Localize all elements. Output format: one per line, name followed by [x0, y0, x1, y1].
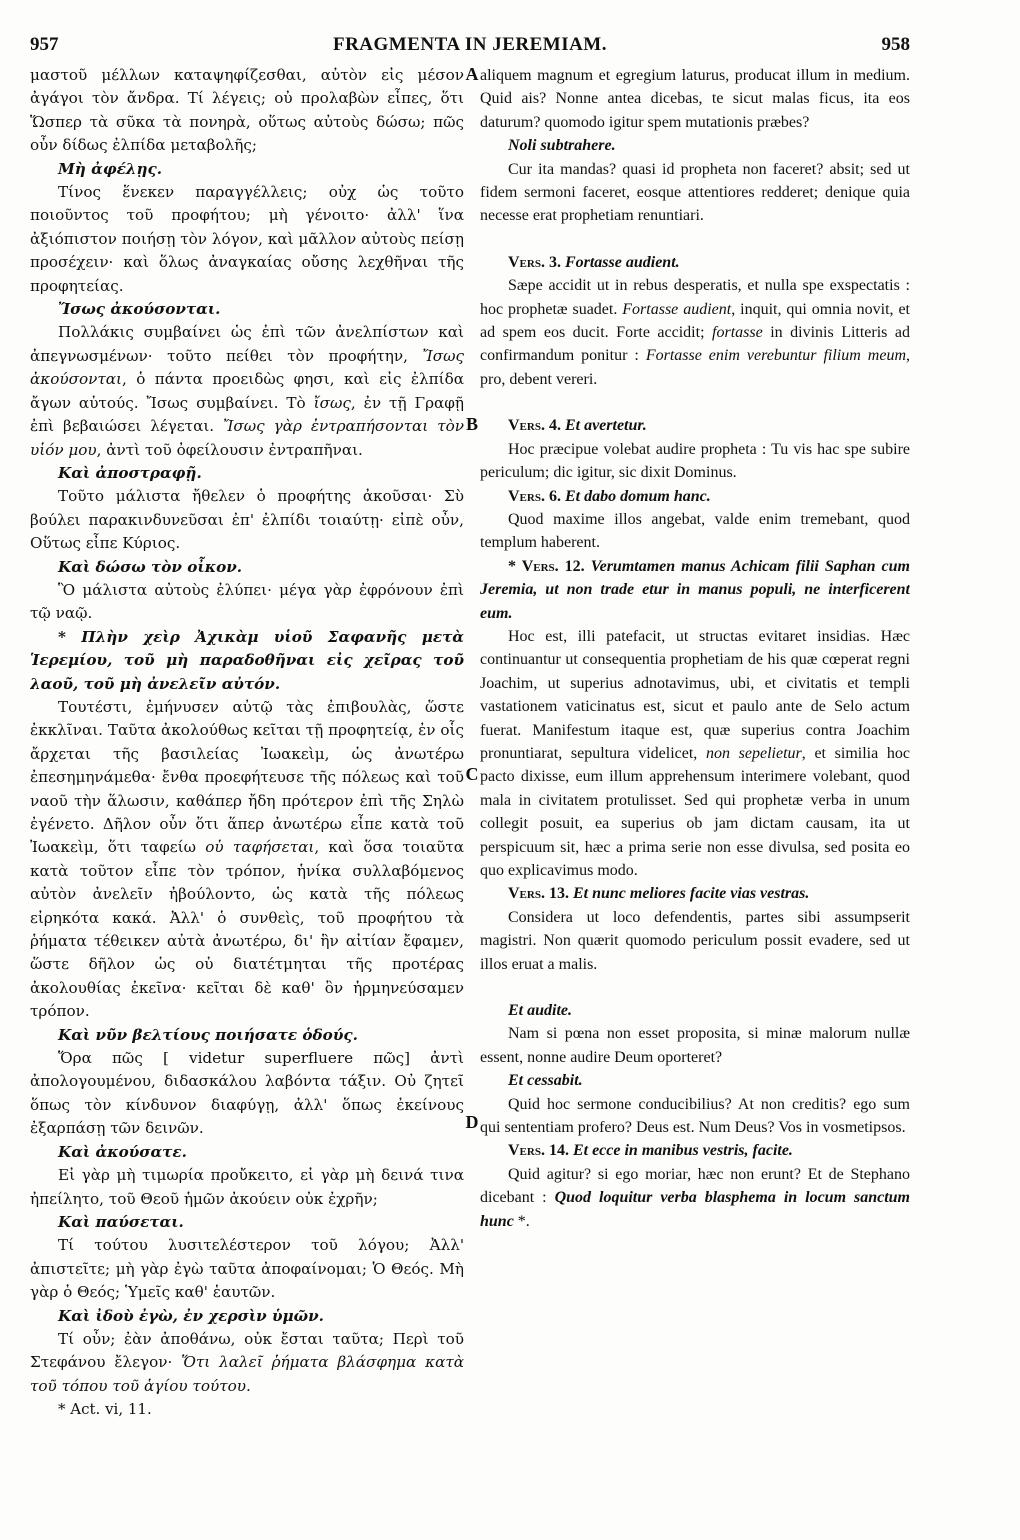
greek-paragraph: Εἰ γὰρ μὴ τιμωρία προὔκειτο, εἰ γὰρ μὴ δεινά τινα ἠπείλητο, τοῦ Θεοῦ ἡμῶν ἀκούειν οὐκ ἐχρῆν; — [30, 1166, 464, 1208]
greek-paragraph — [30, 321, 464, 461]
latin-text: Sæpe accidit ut in rebus desperatis, et nulla spe exspectatis : hoc prophetæ suadet. — [480, 277, 910, 318]
latin-text: *. — [513, 1212, 530, 1230]
greek-lemma: Ἴσως ἀκούσονται. — [58, 300, 221, 319]
verse-label: Vers. 3. — [508, 253, 561, 271]
greek-italic: Ἴσως ἀκούσονται — [30, 346, 464, 389]
latin-paragraph: Quid hoc sermone conducibilius? At non creditis? ego sum qui sententiam profero? Deus est. Num Deus? Vos in vosmetipsos. — [480, 1095, 910, 1137]
verse-text: Et nunc meliores facite vias vestras. — [572, 885, 810, 903]
verse-heading — [480, 485, 910, 508]
greek-lemma: Καὶ ἀκούσατε. — [58, 1142, 187, 1161]
latin-text: Hoc est, illi patefacit, ut structas evitaret insidias. Hæc continuantur ut consequentia prophetiam de his quæ cœperat regni Joachim, ut superius adnotavimus, ubi, et civitatis et templi vastationem vaticinatus est, sicut et paulo ante de Selo actum fuerat. Manifestum itaque est, quæ superius contra Joachim pronuntiarat, sepultura videlicet, — [480, 627, 910, 762]
greek-column — [30, 64, 464, 1524]
latin-italic: Fortasse enim verebuntur filium meum — [645, 347, 906, 365]
greek-lemma: Καὶ ἰδοὺ ἐγὼ, ἐν χερσὶν ὑμῶν. — [58, 1306, 324, 1325]
verse-text: Et ecce in manibus vestris, facite. — [572, 1142, 793, 1160]
greek-italic: ἴσως — [313, 393, 351, 412]
verse-label: Vers. 6. — [508, 487, 561, 505]
latin-lemma: Et audite. — [508, 1002, 573, 1020]
greek-lemma: Μὴ ἀφέλῃς. — [58, 159, 163, 178]
running-title: FRAGMENTA IN JEREMIAM. — [332, 34, 607, 55]
verse-heading — [480, 251, 910, 274]
greek-text: Πολλάκις συμβαίνει ὡς ἐπὶ τῶν ἀνελπίστων καὶ ἀπεγνωσμένων· τοῦτο πείθει τὸν προφήτην, — [30, 323, 464, 365]
greek-paragraph: Ὅρα πῶς [ videtur superfluere πῶς] ἀντὶ ἀπολογουμένου, διδασκάλου λαβόντα τάξιν. Οὐ ζητεῖ ὅπως τὸν κίνδυνον διαφύγῃ, ἀλλ' ὅπως ἐκείνους ἐξαρπάσῃ τῶν δεινῶν. — [30, 1049, 464, 1138]
verse-label: Vers. 13. — [508, 885, 569, 903]
margin-letter-c: C — [465, 764, 479, 784]
verse-label: Vers. 4. — [508, 417, 561, 435]
greek-text: , ἀντὶ τοῦ ὀφείλουσιν ἐντραπῆναι. — [96, 440, 363, 459]
latin-italic: Quod loquitur verba blasphema in locum sanctum hunc — [480, 1189, 910, 1230]
latin-paragraph: Quod maxime illos angebat, valde enim tremebant, quod templum haberent. — [480, 510, 910, 552]
greek-text: , ὁ πάντα προειδὼς φησι, καὶ εἰς ἐλπίδα ἄγων αὐτούς. Ἴσως συμβαίνει. Τὸ — [30, 370, 464, 412]
page-number-right: 958 — [881, 34, 910, 55]
latin-italic: non sepelietur — [705, 744, 802, 762]
spacer — [480, 228, 910, 251]
margin-letter-b: B — [465, 414, 478, 434]
greek-lemma: Καὶ νῦν βελτίους ποιήσατε ὁδούς. — [58, 1025, 358, 1044]
verse-heading — [480, 555, 910, 625]
greek-italic: οὐ ταφήσεται — [205, 838, 315, 857]
latin-paragraph: Cur ita mandas? quasi id propheta non faceret? absit; sed ut fidem sermoni faceret, eosque attentiores redderet; denique quia necesse erat prophetiam renuntiari. — [480, 160, 910, 225]
verse-text: Et dabo domum hanc. — [564, 487, 711, 505]
verse-text: Et avertetur. — [564, 417, 647, 435]
verse-label: * Vers. 12. — [508, 557, 585, 575]
greek-lemma: Καὶ παύσεται. — [58, 1212, 184, 1231]
verse-text: Fortasse audient. — [564, 253, 680, 271]
latin-paragraph — [480, 274, 910, 391]
latin-paragraph: Nam si pœna non esset proposita, si minæ malorum nullæ essent, nonne audire Deum oporteret? — [480, 1025, 910, 1066]
latin-paragraph — [480, 625, 910, 882]
greek-italic: Ὅτι λαλεῖ ῥήματα βλάσφημα κατὰ τοῦ τόπου τοῦ ἁγίου τούτου. — [30, 1353, 464, 1395]
greek-text: , ἐν τῇ Γραφῇ ἐπὶ βεβαιώσει λέγεται. — [30, 393, 464, 436]
greek-paragraph: μαστοῦ μέλλων καταψηφίζεσθαι, αὐτὸν εἰς μέσον ἀγάγοι τὸν ἄνδρα. Τί λέγεις; οὐ προλαβὼν εἶπες, ὅτι Ὥσπερ τὰ σῦκα τὰ πονηρὰ, οὕτως αὐτοὺς δώσω; πῶς οὖν δίδως ἐλπίδα μεταβολῆς; — [30, 66, 464, 155]
greek-paragraph: Ὃ μάλιστα αὐτοὺς ἐλύπει· μέγα γὰρ ἐφρόνουν ἐπὶ τῷ ναῷ. — [30, 580, 464, 623]
latin-lemma: Noli subtrahere. — [508, 137, 616, 155]
verse-heading — [480, 414, 910, 437]
greek-paragraph — [30, 696, 464, 1024]
latin-text: in divinis Litteris ad confirmandum ponitur : — [480, 324, 910, 365]
latin-italic: Fortasse audient — [622, 300, 732, 318]
greek-text: Τί οὖν; ἐὰν ἀποθάνω, οὐκ ἔσται ταῦτα; Περὶ τοῦ Στεφάνου ἔλεγον· — [30, 1329, 464, 1372]
greek-lemma: * Πλὴν χεὶρ Ἀχικὰμ υἱοῦ Σαφανῆς μετὰ Ἱερεμίου, τοῦ μὴ παραδοθῆναι εἰς χεῖρας τοῦ λαοῦ, τοῦ μὴ ἀνελεῖν αὐτόν. — [30, 627, 464, 693]
margin-letter-d: D — [465, 1112, 479, 1132]
latin-text: Quid agitur? si ego moriar, hæc non erunt? Et de Stephano dicebant : — [480, 1165, 910, 1207]
greek-lemma: Καὶ δώσω τὸν οἶκον. — [58, 557, 243, 576]
greek-lemma: Καὶ ἀποστραφῇ. — [58, 463, 202, 482]
latin-text: , inquit, qui omnia novit, et ad spem eos ducit. Forte accidit; — [480, 300, 910, 342]
verse-heading — [480, 1139, 910, 1162]
greek-paragraph: Τίνος ἕνεκεν παραγγέλλεις; οὐχ ὡς τοῦτο ποιοῦντος τοῦ προφήτου; μὴ γένοιτο· ἀλλ' ἵνα ἀξιόπιστον ποιήσῃ τὸν λόγον, καὶ μᾶλλον αὐτοὺς πείσῃ προσέχειν· καὶ ὅλως ἀναγκαίας οὔσης λεχθῆναι τῆς προφητείας. — [30, 183, 464, 295]
page-number-left: 957 — [30, 34, 59, 55]
latin-column — [480, 64, 910, 1524]
latin-paragraph — [480, 1163, 910, 1233]
latin-text: , et similia hoc pacto dixisse, eum illum apprehensum interimere volebant, quod mala in civitatem protulisset. Sed qui prophetæ verba in unum collegit posuit, ea superius ob jam dictam causam, ita ut perspicuum sit, hæc a prima serie non esse divulsa, sed posita eo quo explicavimus modo. — [480, 744, 910, 879]
greek-paragraph: Τοῦτο μάλιστα ἤθελεν ὁ προφήτης ἀκοῦσαι· Σὺ βούλει παρακινδυνεῦσαι ἐπ' ἐλπίδι τοιαύτῃ· εἰπὲ οὖν, Οὕτως εἶπε Κύριος. — [30, 487, 464, 553]
greek-text: , καὶ ὅσα τοιαῦτα κατὰ τοῦτον εἶπε τὸν τρόπον, ἡνίκα συλλαβόμενος αὐτὸν ἀνελεῖν ἠβούλοντο, ὡς κατὰ τῆς πόλεως εἰρηκότα κακά. Ἀλλ' ὁ συνθεὶς, τοῦ προφήτου τὰ ῥήματα τέθεικεν αὐτὰ ἀνωτέρω, δι' ἣν αἰτίαν ἔφαμεν, ὥστε δῆλον ὡς οὐ διατέτμηται τῆς προτέρας ἀκολουθίας ἐκεῖνα· κεῖται δὲ καθ' ὃν ἡρμηνεύσαμεν τρόπον. — [30, 838, 464, 1021]
latin-text: , pro, debent vereri. — [480, 347, 910, 388]
latin-paragraph: Hoc præcipue volebat audire propheta : Tu vis hac spe subire periculum; dic igitur, sic dixit Dominus. — [480, 440, 910, 482]
spacer — [480, 391, 910, 414]
greek-paragraph — [30, 1328, 464, 1398]
latin-italic: fortasse — [712, 324, 763, 342]
latin-paragraph: aliquem magnum et egregium laturus, producat illum in medium. Quid ais? Nonne antea dicebas, te sicut malas ficus, ita eos daturum? quomodo igitur spem mutationis præbes? — [480, 67, 910, 131]
greek-text: Τουτέστι, ἐμήνυσεν αὐτῷ τὰς ἐπιβουλὰς, ὥστε ἐκκλῖναι. Ταῦτα ἀκολούθως κεῖται τῇ προφητείᾳ, ἐν οἷς ἄρχεται τῆς βασιλείας Ἰωακεὶμ, ὡς ἀνωτέρω ἐπεσημηνάμεθα· ἔνθα προεφήτευσε τῆς πόλεως καὶ τοῦ ναοῦ τὴν ἅλωσιν, καθάπερ ἤδη πρότερον ἐπὶ τῆς Σηλὼ ἐγένετο. Δῆλον οὖν ὅτι ἅπερ ἀνωτέρω εἶπε κατὰ τοῦ Ἰωακεὶμ, ὅτι ταφείω — [30, 697, 464, 857]
footnote: * Act. vi, 11. — [58, 1400, 152, 1419]
margin-letter-a: A — [465, 64, 479, 84]
running-header — [30, 34, 910, 64]
latin-lemma: Et cessabit. — [508, 1072, 583, 1090]
greek-paragraph: Τί τούτου λυσιτελέστερον τοῦ λόγου; Ἀλλ' ἀπιστεῖτε; μὴ γὰρ ἐγὼ ταῦτα ἀποφαίνομαι; Ὁ Θεός. Μὴ γὰρ ὁ Θεός; Ὑμεῖς καθ' ἑαυτῶν. — [30, 1236, 464, 1302]
verse-text: Verumtamen manus Achicam filii Saphan cum Jeremia, ut non trade etur in manus populi, ne interficerent eum. — [480, 557, 910, 622]
verse-label: Vers. 14. — [508, 1142, 569, 1160]
spacer — [480, 976, 910, 999]
verse-heading — [480, 882, 910, 905]
greek-italic: Ἴσως γὰρ ἐντραπήσονται τὸν υἱόν μου — [30, 417, 464, 459]
latin-paragraph: Considera ut loco defendentis, partes sibi assumpserit magistri. Non quærit quomodo periculum possit evadere, sed ut illos eruat a malis. — [480, 908, 910, 973]
